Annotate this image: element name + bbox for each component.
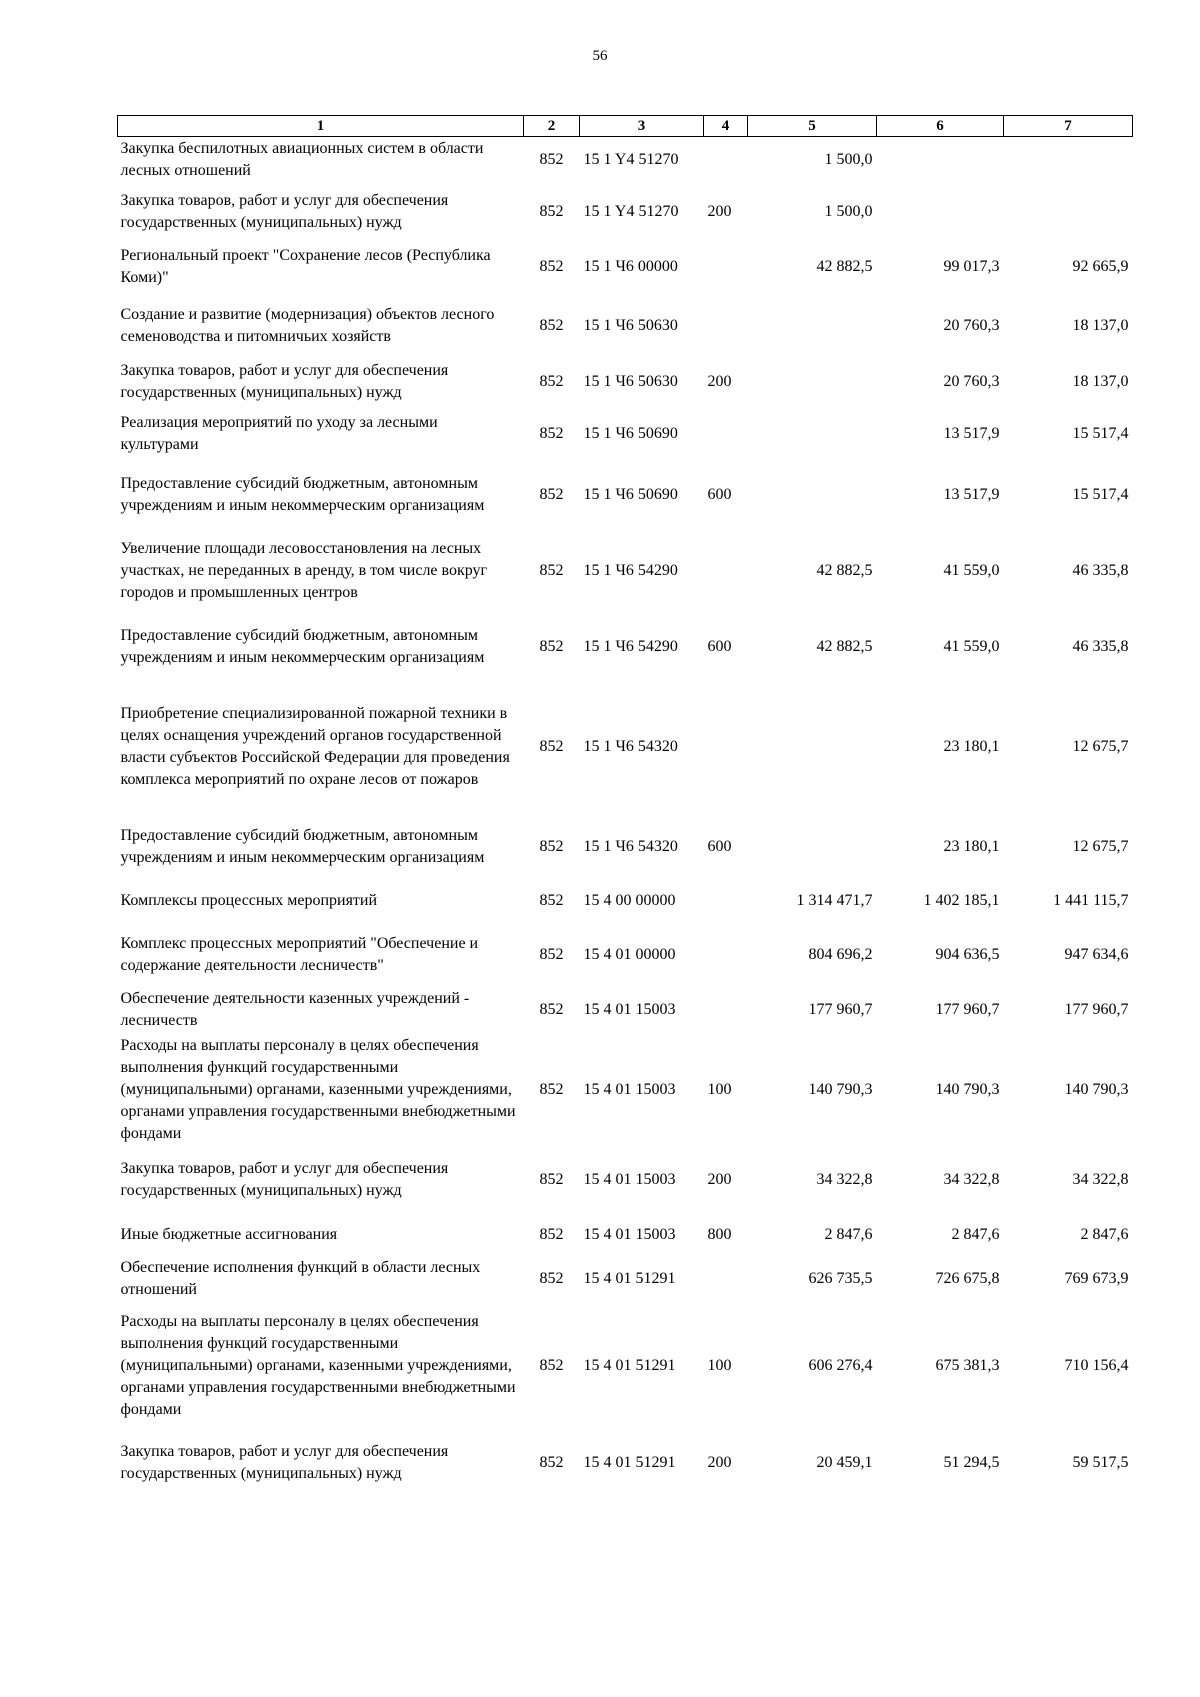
- row-name: Иные бюджетные ассигнования: [120, 1226, 338, 1243]
- row-value-6: [877, 137, 1004, 184]
- table-row: [118, 184, 1133, 240]
- row-value-7: 15 517,4: [1072, 486, 1129, 503]
- row-value-5: 2 847,6: [824, 1226, 873, 1243]
- table-row: [118, 1302, 1133, 1431]
- row-code: 15 1 Y4 51270: [583, 151, 679, 169]
- row-code: 15 1 Ч6 50690: [583, 486, 678, 503]
- row-name: Закупка беспилотных авиационных систем в области лесных отношений: [120, 140, 484, 180]
- row-value-7: 34 322,8: [1072, 1171, 1129, 1188]
- row-value-7: 46 335,8: [1072, 562, 1129, 579]
- table-row: [118, 529, 1133, 614]
- table-row: [118, 814, 1133, 880]
- table-row: [118, 923, 1133, 988]
- row-value-5: 804 696,2: [808, 946, 873, 963]
- table-row: [118, 462, 1133, 529]
- row-value-5: 1 314 471,7: [796, 892, 873, 909]
- row-name: Предоставление субсидий бюджетным, автономным учреждениям и иным некоммерческим организациям: [120, 627, 485, 666]
- row-value-5: 177 960,7: [808, 1001, 873, 1018]
- row-gr: 852: [539, 316, 564, 334]
- row-name: Закупка товаров, работ и услуг для обеспечения государственных (муниципальных) нужд: [120, 361, 449, 401]
- row-code: 15 1 Ч6 00000: [583, 258, 678, 275]
- row-value-7: 769 673,9: [1064, 1270, 1129, 1287]
- row-code: 15 1 Y4 51270: [583, 202, 679, 220]
- row-value-7: 2 847,6: [1080, 1226, 1129, 1243]
- row-gr: 852: [539, 1270, 564, 1287]
- table-row: [118, 357, 1133, 407]
- row-gr: 852: [539, 202, 564, 220]
- row-gr: 852: [539, 946, 564, 963]
- row-name: Увеличение площади лесовосстановления на лесных участках, не переданных в аренду, в том числе вокруг городов и промышленных центров: [120, 540, 488, 601]
- row-vr: 600: [707, 837, 732, 855]
- row-vr: [704, 407, 748, 462]
- row-code: 15 4 00 00000: [583, 892, 676, 909]
- row-name: Расходы на выплаты персоналу в целях обеспечения выполнения функций государственными (муниципальными) органами, казенными учреждениями, органами управления государственными внебюджетными фондами: [120, 1036, 516, 1142]
- row-gr: 852: [539, 1453, 564, 1471]
- row-value-5: 34 322,8: [816, 1171, 873, 1188]
- page-number: 56: [592, 48, 608, 64]
- row-vr: 200: [707, 1453, 732, 1471]
- table-row: [118, 1033, 1133, 1147]
- row-code: 15 1 Ч6 50630: [583, 316, 678, 334]
- row-gr: 852: [539, 372, 564, 390]
- row-value-7: 18 137,0: [1072, 372, 1129, 390]
- row-value-6: 904 636,5: [935, 946, 1000, 963]
- row-value-7: 177 960,7: [1064, 1001, 1129, 1018]
- row-name: Приобретение специализированной пожарной техники в целях оснащения учреждений органов государственной власти субъектов Российской Федерации для проведения комплекса мероприятий по охране лесов от пожаров: [120, 705, 510, 788]
- row-name: Комплексы процессных мероприятий: [120, 892, 378, 909]
- row-vr: 100: [707, 1080, 732, 1098]
- row-value-5: 42 882,5: [816, 258, 873, 275]
- table-row: [118, 407, 1133, 462]
- row-value-6: 41 559,0: [943, 562, 1000, 579]
- row-gr: 852: [539, 1080, 564, 1098]
- row-gr: 852: [539, 258, 564, 275]
- row-value-6: 2 847,6: [951, 1226, 1000, 1243]
- row-value-5: 1 500,0: [824, 151, 873, 169]
- row-name: Закупка товаров, работ и услуг для обеспечения государственных (муниципальных) нужд: [120, 191, 449, 231]
- row-code: 15 1 Ч6 54290: [583, 638, 678, 655]
- table-row: [118, 614, 1133, 681]
- row-value-5: [748, 681, 877, 814]
- row-gr: 852: [539, 1226, 564, 1243]
- row-name: Расходы на выплаты персоналу в целях обеспечения выполнения функций государственными (муниципальными) органами, казенными учреждениями, органами управления государственными внебюджетными фондами: [120, 1313, 516, 1418]
- row-gr: 852: [539, 638, 564, 655]
- row-code: 15 4 01 00000: [583, 946, 676, 963]
- row-vr: 800: [707, 1226, 732, 1243]
- row-value-7: 1 441 115,7: [1053, 892, 1129, 909]
- table-row: [118, 1147, 1133, 1214]
- row-value-5: 42 882,5: [816, 562, 873, 579]
- row-vr: [704, 681, 748, 814]
- row-value-7: [1004, 137, 1133, 184]
- row-vr: [704, 1257, 748, 1302]
- row-value-6: 23 180,1: [943, 837, 1000, 855]
- budget-table: [117, 115, 1133, 1495]
- row-value-5: [748, 814, 877, 880]
- row-code: 15 1 Ч6 54320: [583, 837, 678, 855]
- row-vr: [704, 880, 748, 923]
- row-code: 15 4 01 51291: [583, 1357, 676, 1374]
- row-value-6: 726 675,8: [935, 1270, 1000, 1287]
- row-name: Реализация мероприятий по уходу за лесными культурами: [120, 414, 438, 453]
- row-value-7: 59 517,5: [1072, 1453, 1129, 1471]
- row-code: 15 1 Ч6 50690: [583, 425, 678, 442]
- row-value-6: 34 322,8: [943, 1171, 1000, 1188]
- row-name: Обеспечение исполнения функций в области лесных отношений: [120, 1259, 481, 1298]
- row-code: 15 4 01 15003: [583, 1001, 676, 1018]
- row-value-7: 46 335,8: [1072, 638, 1129, 655]
- row-value-5: [748, 407, 877, 462]
- table-row: [118, 988, 1133, 1033]
- row-code: 15 4 01 15003: [583, 1171, 676, 1188]
- row-vr: 100: [707, 1357, 732, 1374]
- row-value-7: 710 156,4: [1064, 1357, 1129, 1374]
- row-gr: 852: [539, 1357, 564, 1374]
- row-value-6: 13 517,9: [943, 486, 1000, 503]
- row-code: 15 1 Ч6 54320: [583, 738, 678, 755]
- table-row: [118, 1431, 1133, 1495]
- row-vr: [704, 295, 748, 357]
- row-vr: [704, 923, 748, 988]
- row-value-5: 626 735,5: [808, 1270, 873, 1287]
- row-name: Обеспечение деятельности казенных учреждений - лесничеств: [120, 990, 470, 1029]
- row-value-5: 140 790,3: [808, 1080, 873, 1098]
- row-name: Предоставление субсидий бюджетным, автономным учреждениям и иным некоммерческим организациям: [120, 475, 485, 514]
- row-vr: 600: [707, 638, 732, 655]
- row-value-7: 92 665,9: [1072, 258, 1129, 275]
- row-code: 15 4 01 15003: [583, 1080, 676, 1098]
- row-name: Комплекс процессных мероприятий "Обеспечение и содержание деятельности лесничеств": [120, 935, 479, 974]
- row-vr: [704, 137, 748, 184]
- row-vr: [704, 240, 748, 295]
- row-name: Предоставление субсидий бюджетным, автономным учреждениям и иным некоммерческим организациям: [120, 826, 485, 866]
- column-header-2: 2: [524, 116, 580, 137]
- row-value-6: 20 760,3: [943, 316, 1000, 334]
- row-value-6: 23 180,1: [943, 738, 1000, 755]
- header-row: [118, 116, 1133, 137]
- table-row: [118, 137, 1133, 184]
- row-value-6: 1 402 185,1: [923, 892, 1000, 909]
- column-header-5: 5: [748, 116, 877, 137]
- table-row: [118, 240, 1133, 295]
- table-row: [118, 1257, 1133, 1302]
- table-row: [118, 681, 1133, 814]
- row-vr: [704, 988, 748, 1033]
- row-value-6: 675 381,3: [935, 1357, 1000, 1374]
- row-value-5: [748, 462, 877, 529]
- row-value-6: [877, 184, 1004, 240]
- row-value-7: 947 634,6: [1064, 946, 1129, 963]
- row-vr: [704, 529, 748, 614]
- row-gr: 852: [539, 425, 564, 442]
- row-value-5: [748, 295, 877, 357]
- column-header-3: 3: [580, 116, 704, 137]
- row-value-5: 20 459,1: [816, 1453, 873, 1471]
- row-value-7: [1004, 184, 1133, 240]
- row-value-5: 1 500,0: [824, 202, 873, 220]
- row-vr: 200: [707, 1171, 732, 1188]
- row-name: Закупка товаров, работ и услуг для обеспечения государственных (муниципальных) нужд: [120, 1160, 449, 1199]
- row-value-5: 606 276,4: [808, 1357, 873, 1374]
- row-gr: 852: [539, 837, 564, 855]
- row-gr: 852: [539, 151, 564, 169]
- row-vr: 200: [707, 372, 732, 390]
- column-header-7: 7: [1004, 116, 1133, 137]
- table-body: [118, 137, 1133, 1495]
- row-vr: 200: [707, 202, 732, 220]
- row-value-6: 177 960,7: [935, 1001, 1000, 1018]
- row-value-5: 42 882,5: [816, 638, 873, 655]
- row-value-7: 12 675,7: [1072, 738, 1129, 755]
- column-header-1: 1: [118, 116, 524, 137]
- row-gr: 852: [539, 562, 564, 579]
- row-gr: 852: [539, 1001, 564, 1018]
- row-value-6: 140 790,3: [935, 1080, 1000, 1098]
- row-gr: 852: [539, 738, 564, 755]
- table-row: [118, 880, 1133, 923]
- table-row: [118, 295, 1133, 357]
- row-name: Закупка товаров, работ и услуг для обеспечения государственных (муниципальных) нужд: [120, 1442, 449, 1482]
- row-vr: 600: [707, 486, 732, 503]
- row-value-7: 18 137,0: [1072, 316, 1129, 334]
- row-name: Создание и развитие (модернизация) объектов лесного семеноводства и питомничьих хозяйств: [120, 305, 495, 345]
- row-value-5: [748, 357, 877, 407]
- row-value-6: 41 559,0: [943, 638, 1000, 655]
- row-value-6: 51 294,5: [943, 1453, 1000, 1471]
- row-code: 15 4 01 15003: [583, 1226, 676, 1243]
- table-row: [118, 1214, 1133, 1257]
- row-code: 15 1 Ч6 54290: [583, 562, 678, 579]
- row-gr: 852: [539, 486, 564, 503]
- row-code: 15 4 01 51291: [583, 1453, 676, 1471]
- row-code: 15 4 01 51291: [583, 1270, 676, 1287]
- row-value-7: 15 517,4: [1072, 425, 1129, 442]
- row-value-6: 13 517,9: [943, 425, 1000, 442]
- row-value-7: 12 675,7: [1072, 837, 1129, 855]
- column-header-4: 4: [704, 116, 748, 137]
- row-name: Региональный проект "Сохранение лесов (Республика Коми)": [120, 247, 491, 286]
- row-gr: 852: [539, 1171, 564, 1188]
- row-gr: 852: [539, 892, 564, 909]
- row-value-7: 140 790,3: [1064, 1080, 1129, 1098]
- table-header: [118, 116, 1133, 137]
- row-code: 15 1 Ч6 50630: [583, 372, 678, 390]
- row-value-6: 99 017,3: [943, 258, 1000, 275]
- row-value-6: 20 760,3: [943, 372, 1000, 390]
- column-header-6: 6: [877, 116, 1004, 137]
